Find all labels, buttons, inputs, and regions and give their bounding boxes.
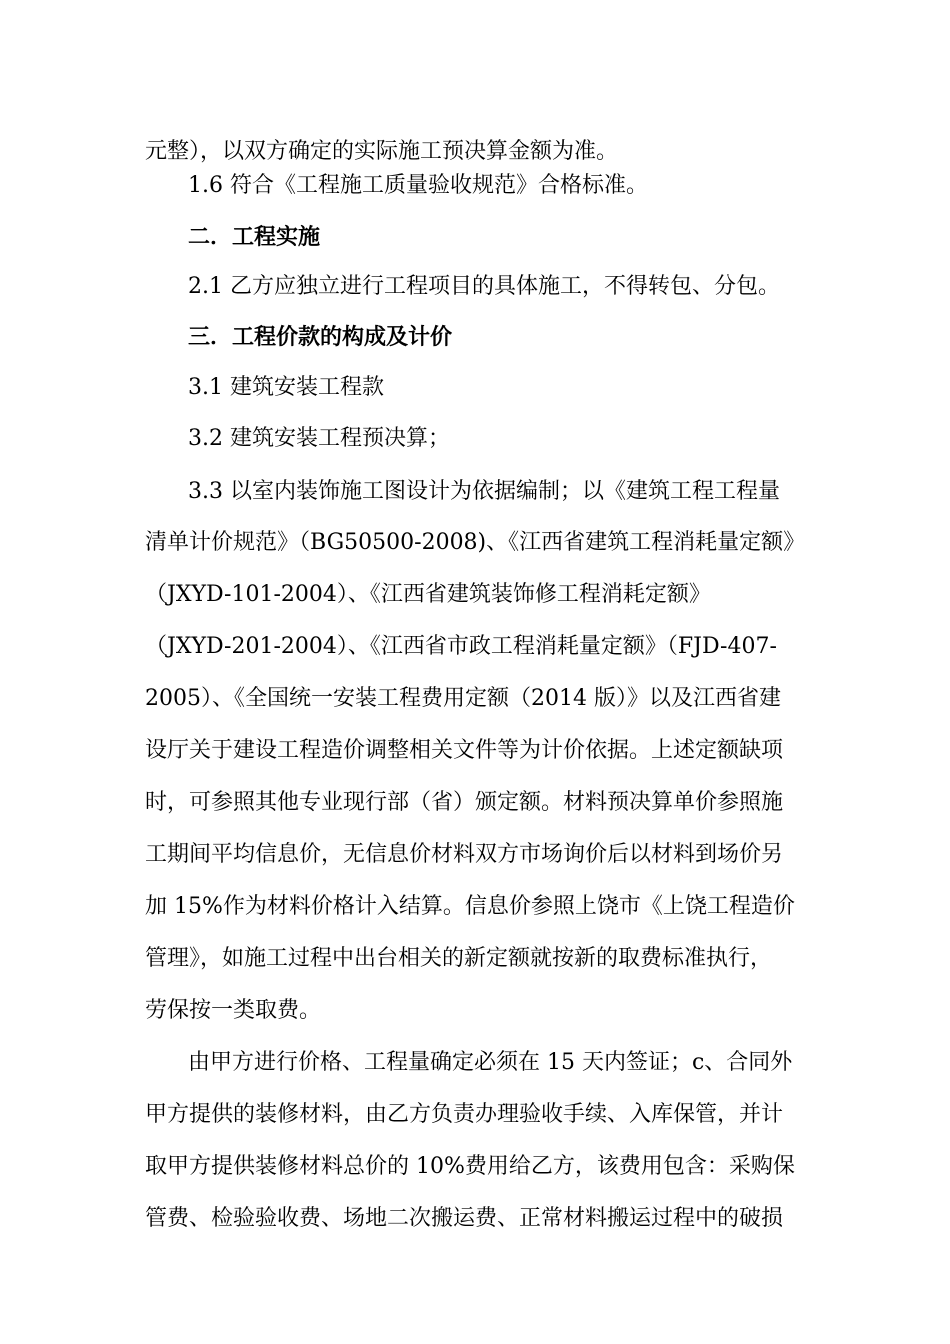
text-line: 劳保按一类取费。: [145, 998, 322, 1023]
text-line: 2005）、《全国统一安装工程费用定额（2014 版）》以及江西省建: [145, 686, 781, 711]
text-line: （JXYD-101-2004）、《江西省建筑装饰修工程消耗定额》: [145, 582, 711, 607]
text-line: 设厅关于建设工程造价调整相关文件等为计价依据。上述定额缺项: [145, 738, 784, 763]
text-line: 管理》，如施工过程中出台相关的新定额就按新的取费标准执行，: [145, 946, 773, 971]
text-line: （JXYD-201-2004）、《江西省市政工程消耗量定额》（FJD-407-: [145, 634, 777, 659]
text-line: 工期间平均信息价，无信息价材料双方市场询价后以材料到场价另: [145, 842, 784, 867]
clause-3-1: 3.1 建筑安装工程款: [188, 375, 384, 400]
section-heading-2: 二．工程实施: [188, 224, 321, 250]
text-line: 时，可参照其他专业现行部（省）颁定额。材料预决算单价参照施: [145, 790, 784, 815]
text-line: 管费、检验验收费、场地二次搬运费、正常材料搬运过程中的破损: [145, 1206, 784, 1231]
clause-3-3: 3.3 以室内装饰施工图设计为依据编制；以《建筑工程工程量: [188, 479, 780, 504]
clause-3-2: 3.2 建筑安装工程预决算；: [188, 426, 450, 451]
text-line: 加 15%作为材料价格计入结算。信息价参照上饶市《上饶工程造价: [145, 894, 795, 919]
text-line: 元整），以双方确定的实际施工预决算金额为准。: [145, 139, 619, 164]
text-line: 清单计价规范》（BG50500-2008)、《江西省建筑工程消耗量定额》: [145, 530, 806, 555]
text-line: 取甲方提供装修材料总价的 10%费用给乙方，该费用包含：采购保: [145, 1154, 795, 1179]
paragraph-start: 由甲方进行价格、工程量确定必须在 15 天内签证；c、合同外: [188, 1050, 793, 1075]
clause-2-1: 2.1 乙方应独立进行工程项目的具体施工，不得转包、分包。: [188, 274, 780, 299]
clause-1-6: 1.6 符合《工程施工质量验收规范》合格标准。: [188, 173, 648, 198]
section-heading-3: 三．工程价款的构成及计价: [188, 324, 453, 350]
text-line: 甲方提供的装修材料，由乙方负责办理验收手续、入库保管，并计: [145, 1102, 784, 1127]
